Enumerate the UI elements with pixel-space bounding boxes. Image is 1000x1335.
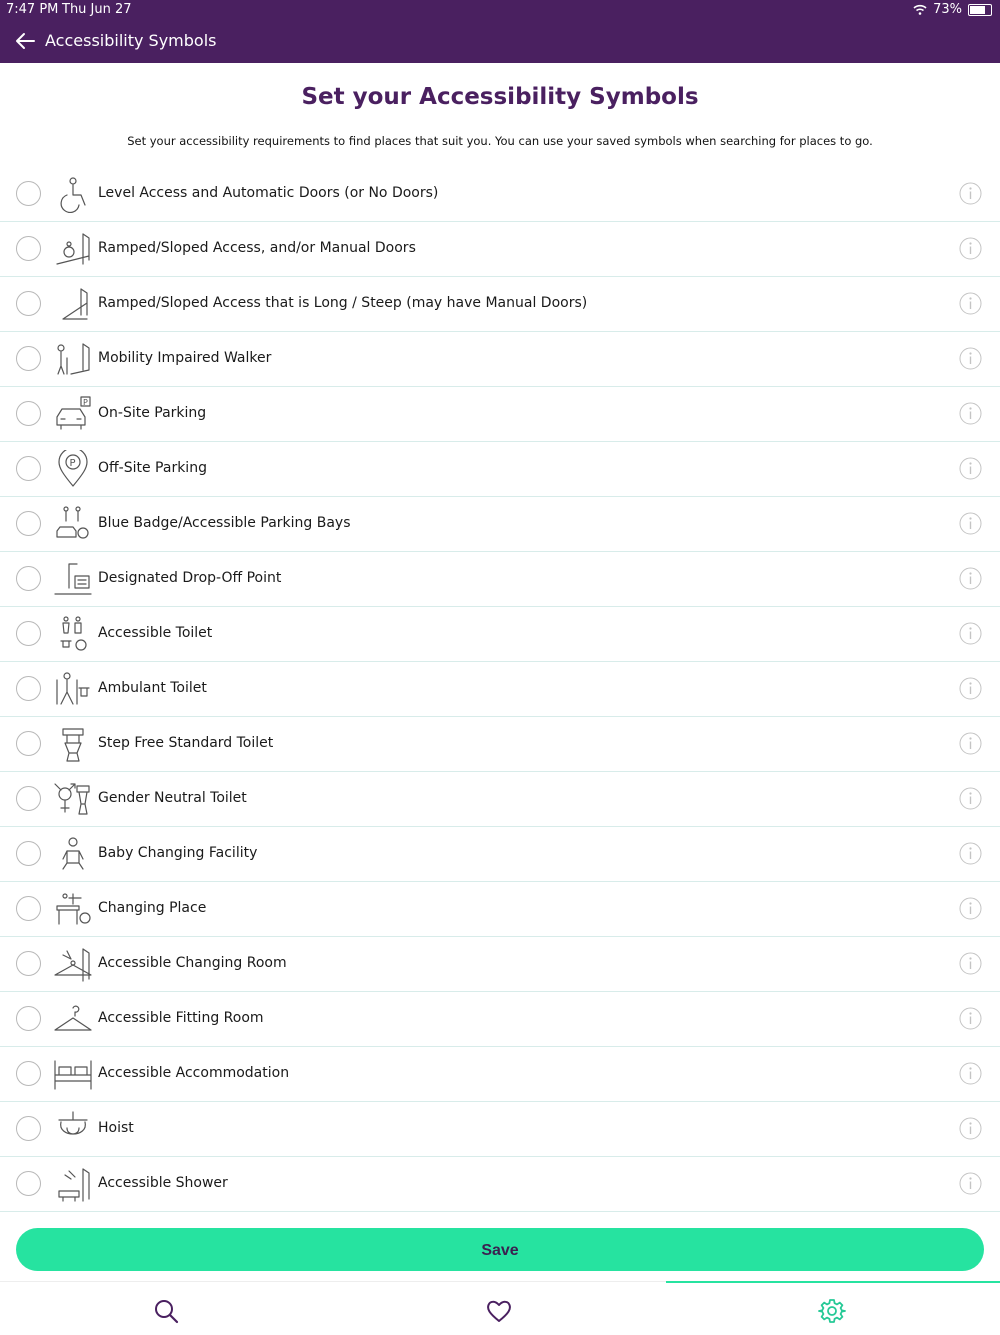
baby-changing-icon <box>53 835 93 873</box>
item-label: Ramped/Sloped Access that is Long / Steep (may have Manual Doors) <box>98 295 588 311</box>
radio-button[interactable] <box>16 346 41 371</box>
radio-button[interactable] <box>16 456 41 481</box>
list-item[interactable] <box>0 937 1000 992</box>
item-label: Accessible Accommodation <box>98 1065 290 1081</box>
tab-favourites[interactable] <box>333 1282 666 1335</box>
list-item[interactable] <box>0 717 1000 772</box>
info-icon[interactable] <box>959 1062 982 1085</box>
list-item[interactable] <box>0 332 1000 387</box>
list-item[interactable] <box>0 1212 1000 1219</box>
search-icon <box>152 1297 180 1325</box>
info-icon[interactable] <box>959 182 982 205</box>
accessible-parking-icon <box>53 505 93 543</box>
list-item[interactable] <box>0 442 1000 497</box>
info-icon[interactable] <box>959 237 982 260</box>
radio-button[interactable] <box>16 181 41 206</box>
item-label: Blue Badge/Accessible Parking Bays <box>98 515 351 531</box>
list-item[interactable] <box>0 277 1000 332</box>
shower-icon <box>53 1165 93 1203</box>
ramped-access-icon <box>53 230 93 268</box>
radio-button[interactable] <box>16 896 41 921</box>
radio-button[interactable] <box>16 236 41 261</box>
standard-toilet-icon <box>53 725 93 763</box>
item-label: Gender Neutral Toilet <box>98 790 247 806</box>
accessible-toilet-icon <box>53 615 93 653</box>
list-item[interactable] <box>0 607 1000 662</box>
radio-button[interactable] <box>16 1171 41 1196</box>
list-item[interactable] <box>0 772 1000 827</box>
item-label: Changing Place <box>98 900 207 916</box>
list-item[interactable] <box>0 497 1000 552</box>
list-item[interactable] <box>0 1102 1000 1157</box>
fitting-room-icon <box>53 1000 93 1038</box>
info-icon[interactable] <box>959 787 982 810</box>
radio-button[interactable] <box>16 951 41 976</box>
symbols-list[interactable] <box>0 167 1000 1219</box>
item-label: Baby Changing Facility <box>98 845 258 861</box>
page-title: Set your Accessibility Symbols <box>301 84 699 110</box>
page-subtitle: Set your accessibility requirements to find places that suit you. You can use your saved symbols when searching for places to go. <box>127 134 873 148</box>
item-label: Accessible Toilet <box>98 625 213 641</box>
info-icon[interactable] <box>959 402 982 425</box>
accommodation-bed-icon <box>53 1055 93 1093</box>
active-tab-indicator <box>666 1281 1000 1283</box>
item-label: Step Free Standard Toilet <box>98 735 274 751</box>
list-item[interactable] <box>0 552 1000 607</box>
radio-button[interactable] <box>16 731 41 756</box>
nav-bar <box>0 20 1000 63</box>
offsite-parking-icon <box>53 450 93 488</box>
tab-settings[interactable] <box>666 1282 999 1335</box>
radio-button[interactable] <box>16 401 41 426</box>
list-item[interactable] <box>0 662 1000 717</box>
save-button[interactable]: Save <box>16 1228 984 1271</box>
radio-button[interactable] <box>16 1116 41 1141</box>
info-icon[interactable] <box>959 732 982 755</box>
list-item[interactable] <box>0 882 1000 937</box>
radio-button[interactable] <box>16 1006 41 1031</box>
battery-percent: 73% <box>933 2 962 17</box>
svg-text:P: P <box>69 458 76 469</box>
changing-place-icon <box>53 890 93 928</box>
item-label: Accessible Changing Room <box>98 955 287 971</box>
status-bar <box>0 0 1000 20</box>
wifi-icon <box>913 4 927 15</box>
item-label: Off-Site Parking <box>98 460 207 476</box>
gender-neutral-toilet-icon <box>53 780 93 818</box>
status-date: Thu Jun 27 <box>62 2 132 17</box>
info-icon[interactable] <box>959 897 982 920</box>
heart-icon <box>485 1297 513 1325</box>
drop-off-icon <box>53 560 93 598</box>
list-item[interactable] <box>0 387 1000 442</box>
info-icon[interactable] <box>959 347 982 370</box>
nav-title: Accessibility Symbols <box>45 31 217 50</box>
info-icon[interactable] <box>959 1117 982 1140</box>
radio-button[interactable] <box>16 566 41 591</box>
radio-button[interactable] <box>16 511 41 536</box>
radio-button[interactable] <box>16 841 41 866</box>
back-arrow-icon[interactable] <box>12 29 38 53</box>
item-label: Ramped/Sloped Access, and/or Manual Doors <box>98 240 416 256</box>
hoist-icon <box>53 1110 93 1148</box>
item-label: Designated Drop-Off Point <box>98 570 282 586</box>
radio-button[interactable] <box>16 786 41 811</box>
radio-button[interactable] <box>16 291 41 316</box>
item-label: Ambulant Toilet <box>98 680 207 696</box>
status-time: 7:47 PM <box>6 2 59 17</box>
onsite-parking-icon <box>53 395 93 433</box>
info-icon[interactable] <box>959 567 982 590</box>
list-item[interactable] <box>0 992 1000 1047</box>
battery-icon <box>968 4 992 16</box>
gear-icon <box>818 1297 846 1325</box>
info-icon[interactable] <box>959 512 982 535</box>
status-right <box>913 2 992 17</box>
radio-button[interactable] <box>16 621 41 646</box>
info-icon[interactable] <box>959 677 982 700</box>
item-label: Accessible Shower <box>98 1175 228 1191</box>
info-icon[interactable] <box>959 457 982 480</box>
info-icon[interactable] <box>959 1007 982 1030</box>
svg-text:P: P <box>83 398 88 407</box>
wheelchair-level-access-icon <box>53 175 93 213</box>
info-icon[interactable] <box>959 1172 982 1195</box>
list-item[interactable] <box>0 222 1000 277</box>
list-item[interactable] <box>0 1047 1000 1102</box>
steep-ramp-icon <box>53 285 93 323</box>
list-item[interactable] <box>0 167 1000 222</box>
info-icon[interactable] <box>959 952 982 975</box>
radio-button[interactable] <box>16 1061 41 1086</box>
list-item[interactable] <box>0 827 1000 882</box>
item-label: Hoist <box>98 1120 134 1136</box>
list-item[interactable] <box>0 1157 1000 1212</box>
item-label: Level Access and Automatic Doors (or No Doors) <box>98 185 439 201</box>
item-label: On-Site Parking <box>98 405 207 421</box>
ambulant-toilet-icon <box>53 670 93 708</box>
walker-icon <box>53 340 93 378</box>
tab-bar <box>0 1281 1000 1335</box>
item-label: Mobility Impaired Walker <box>98 350 272 366</box>
info-icon[interactable] <box>959 622 982 645</box>
radio-button[interactable] <box>16 676 41 701</box>
info-icon[interactable] <box>959 292 982 315</box>
tab-search[interactable] <box>0 1282 333 1335</box>
item-label: Accessible Fitting Room <box>98 1010 264 1026</box>
info-icon[interactable] <box>959 842 982 865</box>
changing-room-icon <box>53 945 93 983</box>
